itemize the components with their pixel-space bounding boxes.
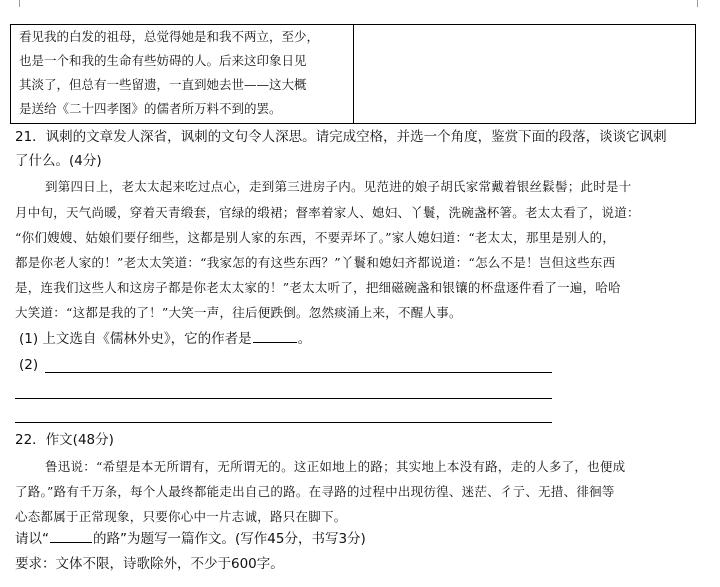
q21-sub1 <box>19 330 311 348</box>
essay-quote-line: 了路。”路有千万条，每个人最终都能走出自己的路。在寻路的过程中出现彷徨、迷茫、彳亍、无措、徘徊等 <box>15 484 615 499</box>
essay-quote-line: 鲁迅说：“希望是本无所谓有，无所谓无的。这正如地上的路；其实地上本没有路，走的人多了，也便成 <box>45 459 626 474</box>
quote-line: 其淡了，但总有一些留遗，一直到她去世——这大概 <box>19 77 307 92</box>
quote-line: 看见我的白发的祖母，总觉得她是和我不两立，至少， <box>19 29 320 44</box>
page-corner-mark <box>697 0 698 7</box>
passage-line: “你们嫂嫂、姑娘们要仔细些，这都是别人家的东西，不要弄坏了。”家人媳妇道：“老太太，那里是别人的， <box>15 230 616 245</box>
passage-line: 都是你老人家的！”老太太笑道：“我家怎的有这些东西？”丫鬟和媳妇齐都说道：“怎么不是！岂但这些东西 <box>15 255 616 270</box>
title-answer-blank[interactable] <box>50 530 92 543</box>
quote-line: 是送给《二十四孝图》的儒者所万料不到的罢。 <box>19 101 282 116</box>
q22-task <box>15 530 366 548</box>
answer-line[interactable] <box>45 372 552 373</box>
q21-prompt: 21．讽刺的文章发人深省，讽刺的文句令人深思。请完成空格，并选一个角度，鉴赏下面的段落，谈谈它讽刺 <box>15 129 667 145</box>
quote-table <box>10 24 696 124</box>
essay-quote-line: 心态都属于正常现象，只要你心中一片志诚，路只在脚下。 <box>15 509 347 524</box>
table-cell-divider <box>353 25 354 123</box>
q21-sub2-label: (2) <box>19 357 39 373</box>
passage-line: 是，连我们这些人和这房子都是你老太太家的！”老太太听了，把细磁碗盏和银镶的杯盘逐件看了一遍，哈哈 <box>15 280 621 295</box>
passage-line: 到第四日上，老太太起来吃过点心，走到第三进房子内。见范进的娘子胡氏家常戴着银丝鬏髻；此时是十 <box>45 179 632 194</box>
q22-heading: 22．作文(48分) <box>15 432 114 448</box>
answer-line[interactable] <box>15 398 552 399</box>
author-answer-blank[interactable] <box>253 330 297 343</box>
q22-task-after: 的路”为题写一篇作文。(写作45分，书写3分) <box>93 531 366 547</box>
quote-line: 也是一个和我的生命有些妨碍的人。后来这印象日见 <box>19 53 307 68</box>
answer-line[interactable] <box>15 422 552 423</box>
q22-requirement: 要求：文体不限，诗歌除外，不少于600字。 <box>15 556 284 572</box>
q21-sub1-text: (1) 上文选自《儒林外史》，它的作者是 <box>19 331 252 347</box>
passage-line: 大笑道：“这都是我的了！”大笑一声，往后便跌倒。忽然痰涌上来，不醒人事。 <box>15 305 462 320</box>
q21-prompt-cont: 了什么。(4分) <box>15 153 102 169</box>
q22-task-before: 请以“ <box>15 531 49 547</box>
q21-sub1-end: 。 <box>297 331 312 347</box>
page-corner-mark <box>19 0 20 7</box>
passage-line: 月中旬，天气尚暖，穿着天青缎套，官绿的缎裙；督率着家人、媳妇、丫鬟，洗碗盏杯箸。老太太看了，说道： <box>15 205 640 220</box>
